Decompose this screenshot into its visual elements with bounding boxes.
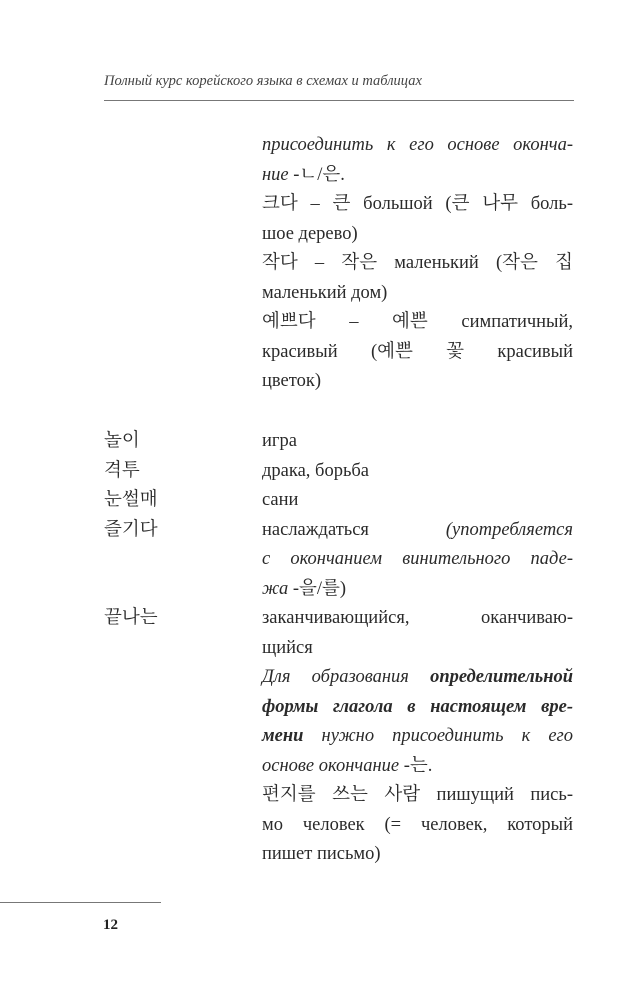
footer-divider	[0, 902, 161, 903]
text-line	[262, 545, 573, 575]
korean-headword: 눈썰매	[104, 490, 158, 511]
text-segment: сани	[262, 490, 299, 511]
text-line	[262, 338, 573, 368]
text-line	[262, 516, 573, 546]
emphasis-text: мени	[262, 726, 304, 747]
emphasis-text: определительной	[430, 667, 573, 688]
korean-headword: 즐기다	[104, 519, 158, 540]
korean-headword: 끝나는	[104, 608, 158, 629]
italic-text: с окончанием винительного паде-	[262, 549, 573, 570]
text-segment: -는.	[403, 755, 433, 776]
text-line	[262, 427, 573, 457]
text-line	[262, 722, 573, 752]
text-line	[262, 279, 573, 309]
running-header-title: Полный курс корейского языка в схемах и таблицах	[104, 73, 422, 89]
text-segment: -ㄴ/은.	[288, 164, 345, 185]
text-line	[262, 634, 573, 664]
text-line	[262, 220, 573, 250]
text-line	[262, 840, 573, 870]
text-segment: 작다 – 작은 маленький (작은 집	[262, 253, 573, 274]
text-line	[262, 367, 573, 397]
italic-text: присоединить к его основе оконча-	[262, 135, 573, 156]
italic-text: жа	[262, 578, 289, 599]
text-line	[262, 190, 573, 220]
page-number: 12	[103, 917, 118, 933]
text-segment: 예쁘다 – 예쁜 симпатичный,	[262, 312, 573, 333]
text-segment: наслаждаться	[262, 519, 446, 540]
italic-text: Для образования	[262, 667, 431, 688]
text-line	[262, 693, 573, 723]
header-divider	[104, 100, 574, 101]
text-line	[262, 457, 573, 487]
text-segment: маленький дом)	[262, 282, 388, 303]
text-segment: шое дерево)	[262, 223, 358, 244]
text-segment: щийся	[262, 637, 313, 658]
text-line	[262, 811, 573, 841]
text-segment: 편지를 쓰는 사람 пишущий пись-	[262, 785, 573, 806]
korean-headword: 격투	[104, 460, 140, 481]
text-segment: красивый (예쁜 꽃 красивый	[262, 341, 573, 362]
text-line	[262, 663, 573, 693]
text-line	[262, 131, 573, 161]
italic-text: основе окончание	[262, 755, 404, 776]
text-line	[262, 781, 573, 811]
text-line	[262, 604, 573, 634]
italic-text: ние	[262, 164, 289, 185]
text-line	[262, 308, 573, 338]
text-segment: пишет письмо)	[262, 844, 381, 865]
text-segment: 크다 – 큰 большой (큰 나무 боль-	[262, 194, 573, 215]
text-segment: -을/를)	[288, 578, 347, 599]
text-line	[262, 486, 573, 516]
text-segment: цветок)	[262, 371, 321, 392]
text-segment: драка, борьба	[262, 460, 370, 481]
text-line	[262, 752, 573, 782]
text-segment: игра	[262, 431, 297, 452]
italic-text: нужно присоединить к его	[303, 726, 573, 747]
text-line	[262, 249, 573, 279]
text-line	[262, 575, 573, 605]
italic-text: (употребляется	[445, 519, 573, 540]
text-segment: мо человек (= человек, который	[262, 814, 573, 835]
korean-headword: 놀이	[104, 431, 140, 452]
text-line	[262, 161, 573, 191]
text-segment: заканчивающийся, оканчиваю-	[262, 608, 573, 629]
emphasis-text: формы глагола в настоящем вре-	[262, 696, 573, 717]
